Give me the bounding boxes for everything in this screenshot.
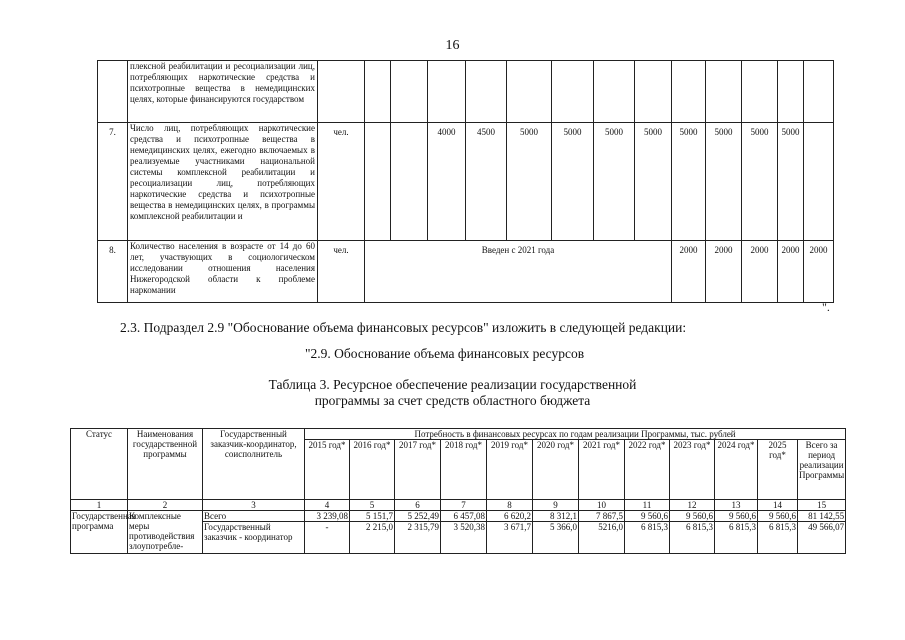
indicator-text: плексной реабилитации и ресоциализации лиц, потребляющих наркотические средства и психотропные вещества в немедицинских целях, которые финансируются государством [128, 61, 318, 123]
value-cell: 5000 [742, 123, 778, 241]
header-need: Потребность в финансовых ресурсах по годам реализации Программы, тыс. рублей [305, 429, 846, 440]
year-header: 2017 год* [395, 440, 441, 500]
value-cell: 2000 [778, 241, 804, 303]
year-header: 2020 год* [533, 440, 579, 500]
value-cell: 5000 [706, 123, 742, 241]
table-row [98, 123, 834, 241]
header-status: Статус [71, 429, 128, 500]
status-cell: Государственная программа [71, 511, 128, 554]
value-cell: 4500 [466, 123, 507, 241]
resources-table [70, 428, 846, 554]
year-header: 2025 год* [758, 440, 798, 500]
year-header: 2021 год* [579, 440, 625, 500]
value-cell: 5000 [635, 123, 672, 241]
year-header: 2018 год* [441, 440, 487, 500]
quote-end: ". [822, 300, 830, 314]
value-cell: 5000 [672, 123, 706, 241]
indicators-table [97, 60, 834, 303]
table-row: Государственная программа Комплексные меры противодействия злоупотребле- Всего 3 239,08 5 151,7 5 252,49 6 457,08 6 620,2 8 312,1 7 867,5 9 560,6 9 560,6 9 560,6 9 560,6 81 142,55 [71, 511, 846, 522]
year-header: 2015 год* [305, 440, 350, 500]
header-program: Наименования государственной программы [128, 429, 203, 500]
program-cell: Комплексные меры противодействия злоупотребле- [128, 511, 203, 554]
row-label: Государственный заказчик - координатор [203, 522, 305, 554]
year-header: 2024 год* [715, 440, 758, 500]
column-index-row: 1 2 3 4 5 6 7 8 9 10 11 12 13 14 15 [71, 500, 846, 511]
value-cell: 5000 [552, 123, 594, 241]
year-header: 2016 год* [350, 440, 395, 500]
table-row [98, 241, 834, 303]
row-number: 8. [98, 241, 128, 303]
table-row: Государственный заказчик - координатор - 2 215,0 2 315,79 3 520,38 3 671,7 5 366,0 5216,0 6 815,3 6 815,3 6 815,3 6 815,3 49 566,07 [71, 522, 846, 554]
value-cell: 5000 [507, 123, 552, 241]
year-header: 2019 год* [487, 440, 533, 500]
value-cell: 4000 [428, 123, 466, 241]
value-cell: 5000 [594, 123, 635, 241]
row-number: 7. [98, 123, 128, 241]
unit-cell: чел. [318, 123, 365, 241]
paragraph-amendment: 2.3. Подраздел 2.9 "Обоснование объема финансовых ресурсов" изложить в следующей редакции: [120, 320, 687, 335]
table-row [98, 61, 834, 123]
page-number: 16 [445, 38, 460, 53]
value-cell: 2000 [672, 241, 706, 303]
header-customer: Государственный заказчик-координатор, соисполнитель [203, 429, 305, 500]
indicator-text: Число лиц, потребляющих наркотические средства и психотропные вещества в немедицинских целях, ежегодно включаемых в реализуемые участниками национальной системы комплексной реабилитации и ресоциализации лиц, потребляющих наркотические средства и психотропные вещества в немедицинских целях, в программы комплексной реабилитации и [128, 123, 318, 241]
value-cell: 5000 [778, 123, 804, 241]
value-cell: 2000 [706, 241, 742, 303]
indicator-text: Количество населения в возрасте от 14 до 60 лет, участвующих в социологическом исследовании отношения населения Нижегородской области к проблеме наркомании [128, 241, 318, 303]
section-heading: "2.9. Обоснование объема финансовых ресурсов [305, 346, 585, 361]
value-cell: 2000 [804, 241, 834, 303]
year-header: 2022 год* [625, 440, 670, 500]
table-caption: Таблица 3. Ресурсное обеспечение реализации государственной программы за счет средств областного бюджета [268, 377, 637, 408]
value-cell: 2000 [742, 241, 778, 303]
unit-cell: чел. [318, 241, 365, 303]
row-label: Всего [203, 511, 305, 522]
total-header: Всего за период реализации Программы [798, 440, 846, 500]
table-header [71, 429, 846, 440]
row-number [98, 61, 128, 123]
year-header: 2023 год* [670, 440, 715, 500]
introduced-note: Введен с 2021 года [365, 241, 672, 303]
